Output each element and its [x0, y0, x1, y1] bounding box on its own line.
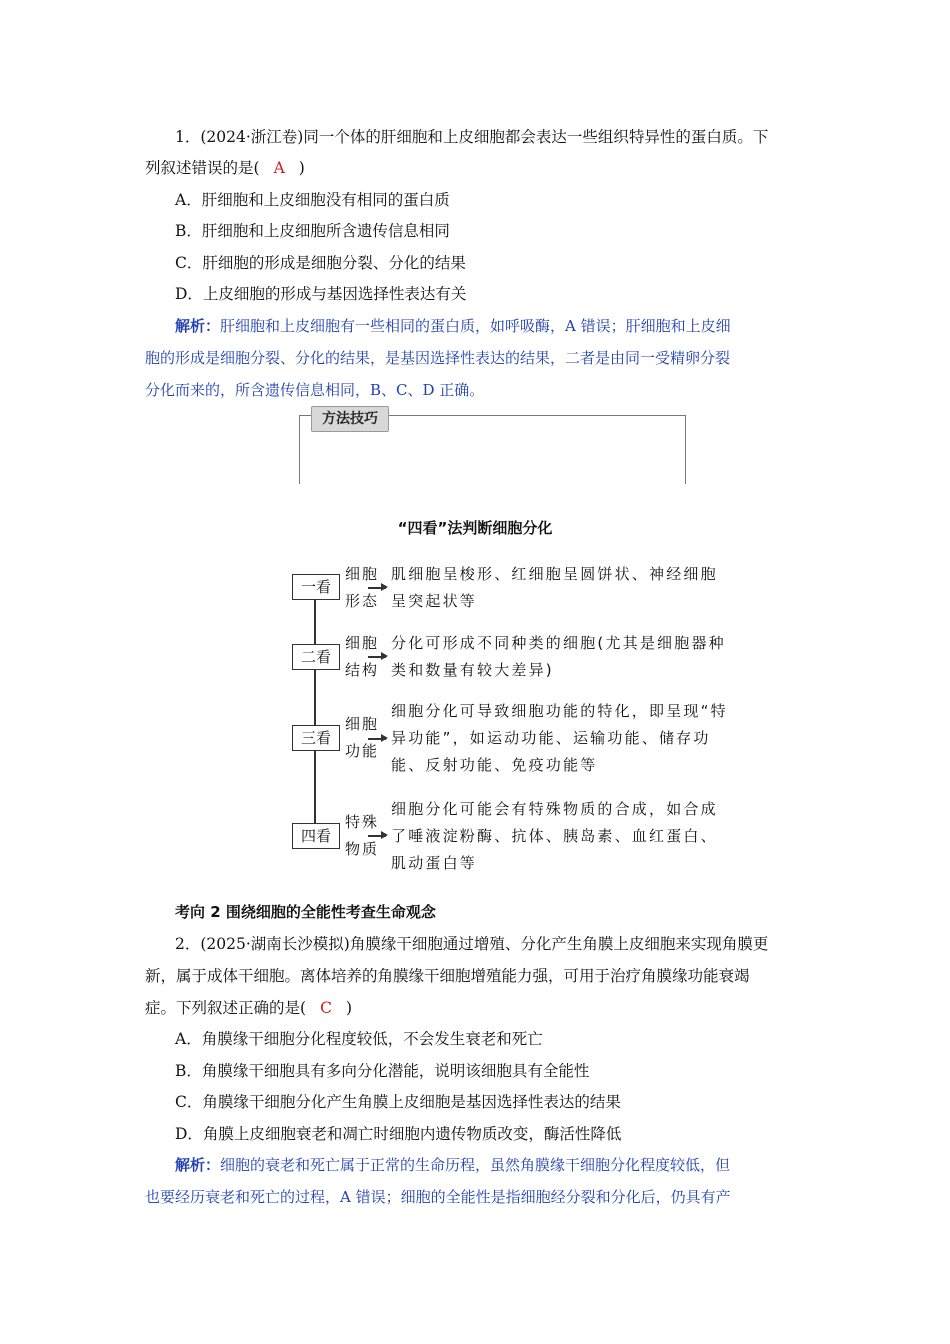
q2-stem-line2: 新，属于成体干细胞。离体培养的角膜缘干细胞增殖能力强，可用于治疗角膜缘功能衰竭: [145, 967, 750, 985]
q2-option-a: A．角膜缘干细胞分化程度较低，不会发生衰老和死亡: [175, 1030, 543, 1048]
diagram-arrow-2: [368, 656, 386, 658]
q1-analysis-line3: 分化而来的，所含遗传信息相同，B、C、D 正确。: [145, 381, 485, 399]
q1-analysis-line1: 解析：肝细胞和上皮细胞有一些相同的蛋白质，如呼吸酶，A 错误；肝细胞和上皮细: [175, 317, 731, 335]
method-tab: 方法技巧: [311, 406, 389, 432]
diagram-arrow-4: [368, 835, 386, 837]
diagram-box-2: 二看: [292, 644, 340, 670]
q1-stem-line2: 列叙述错误的是( A ): [145, 159, 305, 177]
diagram-label-1: 细胞形态: [345, 565, 380, 610]
q1-option-b: B．肝细胞和上皮细胞所含遗传信息相同: [175, 222, 450, 240]
diagram-label-3: 细胞功能: [345, 715, 380, 760]
diagram-desc-2: 分化可形成不同种类的细胞(尤其是细胞器种类和数量有较大差异): [391, 634, 726, 679]
diagram-box-3: 三看: [292, 725, 340, 751]
q2-analysis-line1: 解析：细胞的衰老和死亡属于正常的生命历程，虽然角膜缘干细胞分化程度较低，但: [175, 1156, 731, 1174]
diagram-connector-line: [314, 588, 316, 824]
q2-option-d: D．角膜上皮细胞衰老和凋亡时细胞内遗传物质改变，酶活性降低: [175, 1125, 622, 1143]
q1-answer: A: [273, 159, 285, 177]
q2-option-b: B．角膜缘干细胞具有多向分化潜能，说明该细胞具有全能性: [175, 1062, 590, 1080]
q2-answer: C: [320, 999, 332, 1017]
diagram-desc-1: 肌细胞呈梭形、红细胞呈圆饼状、神经细胞呈突起状等: [391, 565, 718, 610]
q1-analysis-line2: 胞的形成是细胞分裂、分化的结果，是基因选择性表达的结果，二者是由同一受精卵分裂: [145, 349, 731, 367]
diagram-arrow-3: [368, 738, 386, 740]
q1-option-c: C．肝细胞的形成是细胞分裂、分化的结果: [175, 254, 466, 272]
diagram-title: “四看”法判断细胞分化: [397, 519, 553, 537]
q2-option-c: C．角膜缘干细胞分化产生角膜上皮细胞是基因选择性表达的结果: [175, 1093, 621, 1111]
diagram-desc-4: 细胞分化可能会有特殊物质的合成，如合成了唾液淀粉酶、抗体、胰岛素、血红蛋白、肌动蛋白等: [391, 800, 718, 872]
diagram-label-2: 细胞结构: [345, 634, 380, 679]
diagram-box-4: 四看: [292, 823, 340, 849]
q2-stem-line3: 症。下列叙述正确的是( C ): [145, 999, 352, 1017]
diagram-box-1: 一看: [292, 574, 340, 600]
diagram-label-4: 特殊物质: [345, 813, 380, 858]
q1-stem-line1: 1．(2024·浙江卷)同一个体的肝细胞和上皮细胞都会表达一些组织特异性的蛋白质。下: [175, 128, 769, 146]
q2-analysis-line2: 也要经历衰老和死亡的过程，A 错误；细胞的全能性是指细胞经分裂和分化后，仍具有产: [145, 1188, 731, 1206]
section2-heading: 考向 2 围绕细胞的全能性考查生命观念: [175, 903, 436, 921]
q1-option-d: D．上皮细胞的形成与基因选择性表达有关: [175, 285, 467, 303]
q1-option-a: A．肝细胞和上皮细胞没有相同的蛋白质: [175, 191, 450, 209]
diagram-arrow-1: [368, 587, 386, 589]
diagram-desc-3: 细胞分化可导致细胞功能的特化，即呈现“特异功能”，如运动功能、运输功能、储存功能、反射功能、免疫功能等: [391, 702, 728, 774]
q2-stem-line1: 2．(2025·湖南长沙模拟)角膜缘干细胞通过增殖、分化产生角膜上皮细胞来实现角膜更: [175, 935, 769, 953]
